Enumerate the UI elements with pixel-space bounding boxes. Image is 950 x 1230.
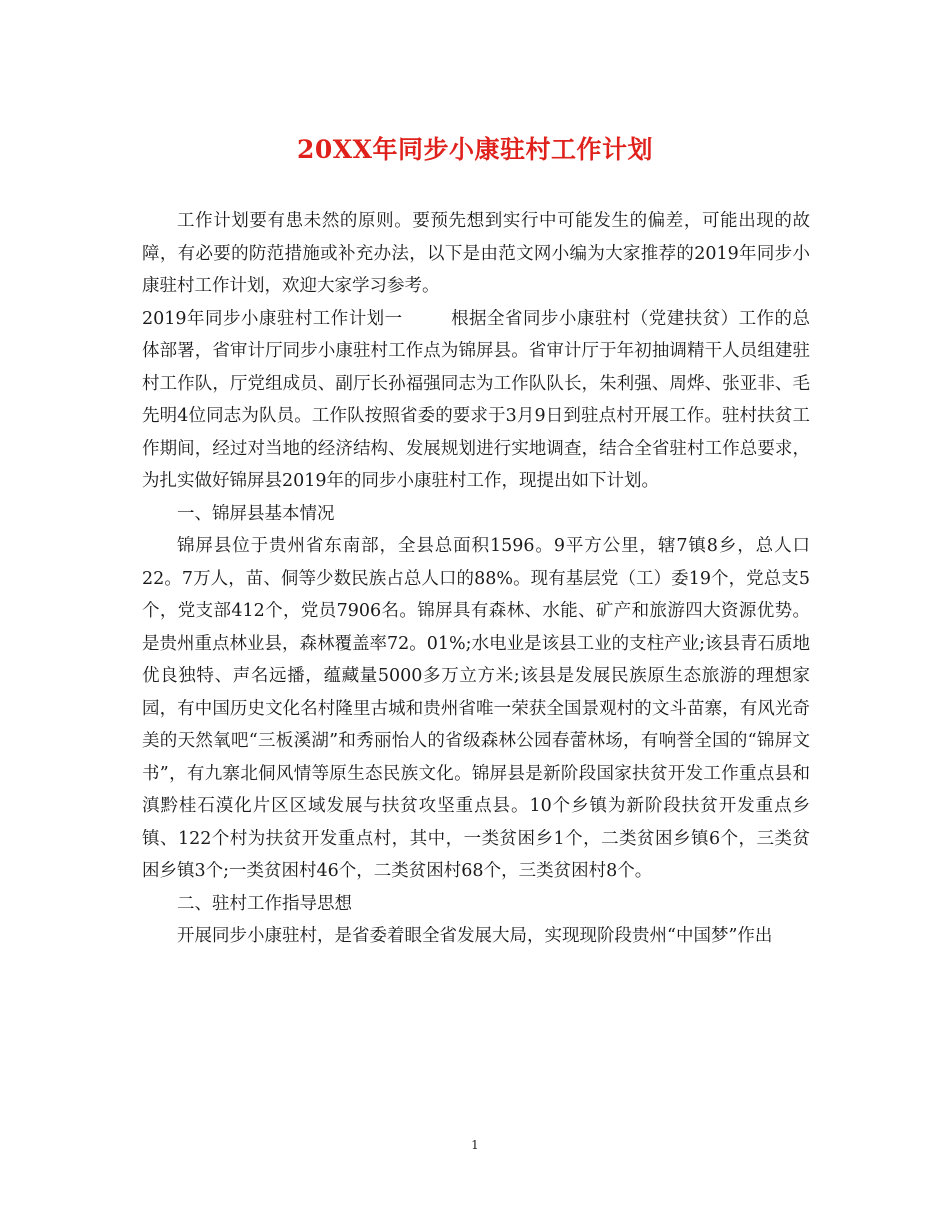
document-title: 20XX年同步小康驻村工作计划	[296, 135, 654, 164]
section-label: 2019年同步小康驻村工作计划一	[142, 308, 403, 329]
heading-basic-situation: 一、锦屏县基本情况	[177, 503, 335, 524]
intro-paragraph: 工作计划要有患未然的原则。要预先想到实行中可能发生的偏差，可能出现的故障，有必要的防范措施或补充办法，以下是由范文网小编为大家推荐的2019年同步小康驻村工作计划，欢迎大家学习参考。	[142, 211, 810, 296]
paragraph-basic-situation: 锦屏县位于贵州省东南部，全县总面积1596。9平方公里，辖7镇8乡，总人口22。7万人，苗、侗等少数民族占总人口的88%。现有基层党（工）委19个，党总支5个，党支部412个，党员7906名。锦屏具有森林、水能、矿产和旅游四大资源优势。是贵州重点林业县，森林覆盖率72。01%;水电业是该县工业的支柱产业;该县青石质地优良独特、声名远播，蕴藏量5000多万立方米;该县是发展民族原生态旅游的理想家园，有中国历史文化名村隆里古城和贵州省唯一荣获全国景观村的文斗苗寨，有风光奇美的天然氧吧“三板溪湖”和秀丽怡人的省级森林公园春蕾林场，有响誉全国的“锦屏文书”，有九寨北侗风情等原生态民族文化。锦屏县是新阶段国家扶贫开发工作重点县和滇黔桂石漠化片区区域发展与扶贫攻坚重点县。10个乡镇为新阶段扶贫开发重点乡镇、122个村为扶贫开发重点村，其中，一类贫困乡1个，二类贫困乡镇6个，三类贫困乡镇3个;一类贫困村46个，二类贫困村68个，三类贫困村8个。	[142, 536, 810, 881]
document-body	[142, 205, 810, 953]
section-paragraph	[142, 303, 810, 498]
paragraph-guiding-ideology: 开展同步小康驻村，是省委着眼全省发展大局，实现现阶段贵州“中国梦”作出	[177, 926, 773, 946]
heading-guiding-ideology: 二、驻村工作指导思想	[177, 893, 352, 914]
page-number: 1	[471, 1138, 479, 1152]
section-body: 根据全省同步小康驻村（党建扶贫）工作的总体部署，省审计厅同步小康驻村工作点为锦屏县。省审计厅于年初抽调精干人员组建驻村工作队，厅党组成员、副厅长孙福强同志为工作队队长，朱利强、周烨、张亚非、毛先明4位同志为队员。工作队按照省委的要求于3月9日到驻点村开展工作。驻村扶贫工作期间，经过对当地的经济结构、发展规划进行实地调查，结合全省驻村工作总要求，为扎实做好锦屏县2019年的同步小康驻村工作，现提出如下计划。	[142, 308, 810, 491]
